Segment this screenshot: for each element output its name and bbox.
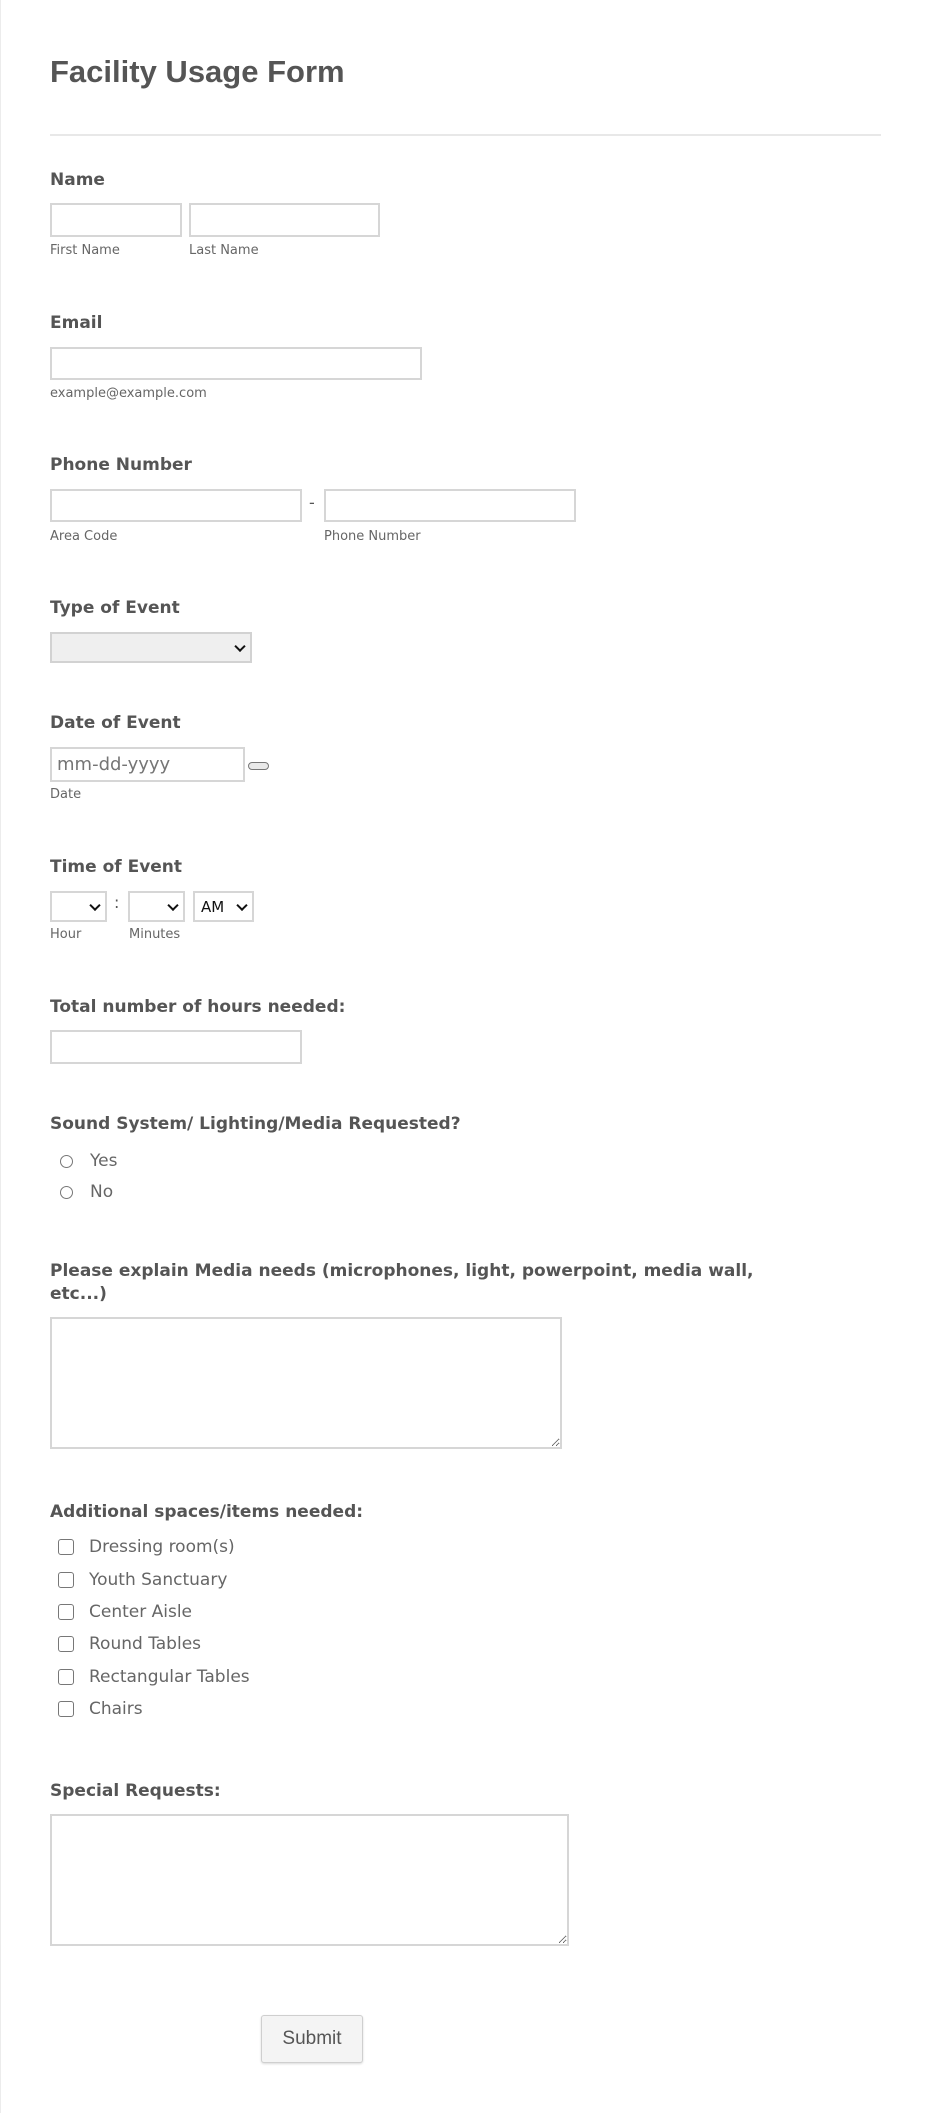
ampm-value: AM <box>201 897 225 916</box>
checkbox-option-chairs[interactable] <box>58 1697 143 1721</box>
event-time-label: Time of Event <box>50 857 183 877</box>
additional-items-label: Additional spaces/items needed: <box>50 1502 364 1522</box>
total-hours-input[interactable] <box>50 1030 302 1064</box>
email-label: Email <box>50 313 103 333</box>
checkbox[interactable] <box>58 1701 74 1717</box>
event-date-sublabel: Date <box>50 787 82 802</box>
checkbox-label: Chairs <box>89 1699 143 1719</box>
radio-label: No <box>90 1182 114 1202</box>
checkbox-label: Dressing room(s) <box>89 1537 235 1557</box>
form-title: Facility Usage Form <box>50 54 345 89</box>
phone-number-sublabel: Phone Number <box>324 529 421 544</box>
checkbox-label: Rectangular Tables <box>89 1667 250 1687</box>
minutes-select[interactable] <box>128 891 185 922</box>
checkbox[interactable] <box>58 1636 74 1652</box>
radio-label: Yes <box>90 1151 118 1171</box>
event-type-label: Type of Event <box>50 598 180 618</box>
chevron-down-icon <box>89 899 100 910</box>
media-needs-label-line1: Please explain Media needs (microphones, light, powerpoint, media wall, <box>50 1261 754 1281</box>
area-code-sublabel: Area Code <box>50 529 118 544</box>
checkbox-option-center-aisle[interactable] <box>58 1600 192 1624</box>
submit-button[interactable]: Submit <box>261 2015 363 2063</box>
radio-button[interactable] <box>60 1155 73 1168</box>
radio-option-yes[interactable] <box>60 1149 117 1173</box>
last-name-sublabel: Last Name <box>189 243 259 258</box>
checkbox-option-rectangular-tables[interactable] <box>58 1665 250 1689</box>
title-divider <box>50 134 881 136</box>
time-separator: : <box>114 893 120 912</box>
checkbox-label: Youth Sanctuary <box>89 1570 228 1590</box>
phone-separator: - <box>309 493 315 512</box>
ampm-select[interactable] <box>193 891 254 922</box>
event-date-label: Date of Event <box>50 713 181 733</box>
checkbox-option-dressing-rooms[interactable] <box>58 1535 235 1559</box>
minutes-sublabel: Minutes <box>129 927 181 942</box>
checkbox-option-youth-sanctuary[interactable] <box>58 1568 227 1592</box>
phone-number-input[interactable] <box>324 489 576 522</box>
checkbox[interactable] <box>58 1539 74 1555</box>
checkbox[interactable] <box>58 1604 74 1620</box>
special-requests-label: Special Requests: <box>50 1781 221 1801</box>
email-sublabel: example@example.com <box>50 386 207 401</box>
checkbox[interactable] <box>58 1669 74 1685</box>
special-requests-textarea[interactable] <box>50 1814 569 1946</box>
checkbox-label: Center Aisle <box>89 1602 193 1622</box>
name-label: Name <box>50 170 105 190</box>
phone-label: Phone Number <box>50 455 192 475</box>
first-name-input[interactable] <box>50 203 182 237</box>
email-input[interactable] <box>50 347 422 380</box>
checkbox-option-round-tables[interactable] <box>58 1632 201 1656</box>
checkbox[interactable] <box>58 1572 74 1588</box>
calendar-picker-button[interactable] <box>248 762 269 770</box>
chevron-down-icon <box>236 899 247 910</box>
checkbox-label: Round Tables <box>89 1634 202 1654</box>
total-hours-label: Total number of hours needed: <box>50 997 346 1017</box>
page-left-edge <box>0 0 1 2113</box>
event-date-input[interactable] <box>50 747 245 782</box>
media-needs-textarea[interactable] <box>50 1317 562 1449</box>
area-code-input[interactable] <box>50 489 302 522</box>
hour-sublabel: Hour <box>50 927 82 942</box>
hour-select[interactable] <box>50 891 107 922</box>
sound-system-label: Sound System/ Lighting/Media Requested? <box>50 1114 461 1134</box>
chevron-down-icon <box>167 899 178 910</box>
event-type-select[interactable] <box>50 632 252 663</box>
chevron-down-icon <box>234 640 245 651</box>
first-name-sublabel: First Name <box>50 243 120 258</box>
last-name-input[interactable] <box>189 203 380 237</box>
radio-button[interactable] <box>60 1186 73 1199</box>
media-needs-label-line2: etc...) <box>50 1284 107 1304</box>
radio-option-no[interactable] <box>60 1180 113 1204</box>
